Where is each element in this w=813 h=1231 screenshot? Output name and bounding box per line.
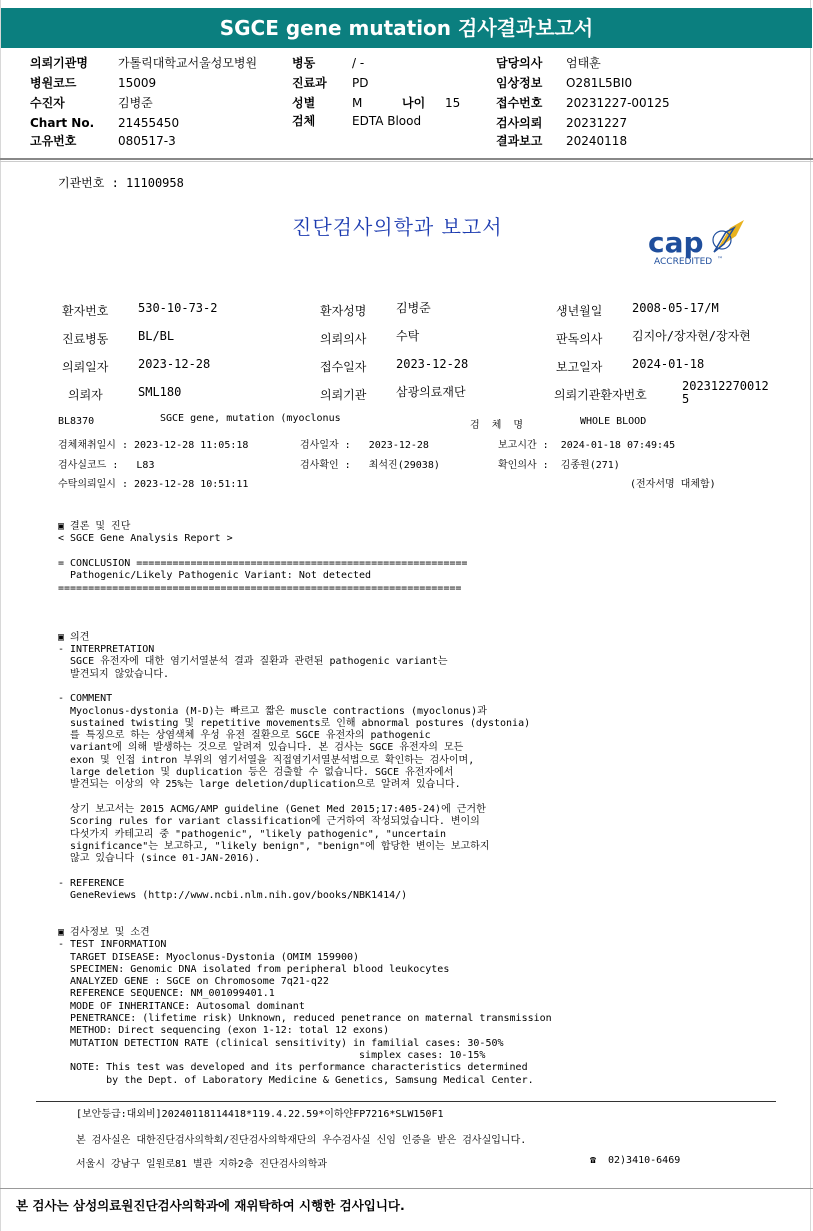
report-text-line: large deletion 및 duplication 등은 검출할 수 없습니다. SGCE 유전자에서	[58, 767, 454, 778]
lab-phone: 02)3410-6469	[608, 1155, 681, 1166]
patient-field-label: 진료병동	[62, 332, 109, 346]
report-text-line: exon 및 인접 intron 부위의 염기서열을 직접염기서열분석법으로 확인하는 검사이며,	[58, 754, 475, 766]
patient-field-value: 202312270012 5	[682, 379, 769, 406]
report-text-line: - INTERPRETATION	[58, 644, 155, 655]
age-value: 15	[445, 96, 461, 110]
header-field-label: 검사의뢰	[496, 116, 543, 130]
test-code: BL8370	[58, 416, 95, 427]
header-field-label: 검체	[292, 114, 316, 128]
cap-logo-subtext: ACCREDITED	[654, 257, 713, 267]
certification-text: 본 검사실은 대한진단검사의학회/진단검사의학재단의 우수검사실 신임 인증을 받은 검사실입니다.	[76, 1135, 527, 1146]
specimen-value: WHOLE BLOOD	[580, 416, 647, 427]
header-field-value: 21455450	[118, 116, 180, 130]
header-field-value: / -	[352, 56, 365, 70]
bottom-divider	[0, 1188, 813, 1189]
report-text-line: TARGET DISEASE: Myoclonus-Dystonia (OMIM 159900)	[58, 951, 360, 963]
patient-field-label: 판독의사	[556, 332, 603, 346]
report-text-line: by the Dept. of Laboratory Medicine & Genetics, Samsung Medical Center.	[58, 1074, 534, 1086]
header-field-label: 임상정보	[496, 76, 543, 90]
report-text-line: 발견되는 이상의 약 25%는 large deletion/duplication으로 알려져 있습니다.	[58, 779, 461, 791]
header-field-label: 성별	[292, 96, 316, 110]
patient-field-value: 김병준	[396, 301, 431, 315]
patient-field-label: 의뢰자	[68, 388, 103, 402]
report-text-line: ===================================================================	[58, 582, 462, 594]
lab-report-title: 진단검사의학과 보고서	[292, 215, 503, 239]
report-text-line: PENETRANCE: (lifetime risk) Unknown, reduced penetrance on maternal transmission	[58, 1013, 552, 1024]
header-field-label: 고유번호	[30, 134, 77, 148]
report-title-bar: SGCE gene mutation 검사결과보고서	[1, 8, 812, 48]
report-text-line: MODE OF INHERITANCE: Autosomal dominant	[58, 1000, 305, 1012]
patient-field-label: 의뢰기관	[320, 388, 367, 402]
header-field-label: Chart No.	[30, 116, 95, 130]
header-field-value: 20240118	[566, 134, 628, 148]
report-text-line: 상기 보고서는 2015 ACMG/AMP guideline (Genet Med 2015;17:405-24)에 근거한	[58, 803, 486, 815]
report-text-line: ▣ 결론 및 진단	[58, 521, 131, 532]
patient-field-value: 김지아/장자현/장자현	[632, 329, 751, 343]
report-text-line: 를 특징으로 하는 상염색체 우성 유전 질환으로 SGCE 유전자의 pathogenic	[58, 730, 431, 742]
header-field-value: 가톨릭대학교서울성모병원	[118, 56, 258, 70]
header-field-value: 20231227	[566, 116, 628, 130]
report-text-line: sustained twisting 및 repetitive movements로 인해 abnormal postures (dystonia)	[58, 717, 531, 729]
patient-field-value: SML180	[138, 385, 182, 399]
report-text-line: Pathogenic/Likely Pathogenic Variant: Not detected	[58, 570, 372, 582]
test-confirm: 검사확인 : 최석진(29038)	[300, 460, 440, 471]
cap-accredited-logo	[644, 218, 748, 268]
header-field-value: O281L5BI0	[566, 76, 633, 90]
patient-field-label: 생년월일	[556, 304, 603, 318]
header-field-value: 15009	[118, 76, 157, 90]
patient-field-label: 보고일자	[556, 360, 603, 374]
header-field-value: PD	[352, 76, 369, 90]
receipt-datetime: 수탁의뢰일시 : 2023-12-28 10:51:11	[58, 479, 249, 490]
patient-field-value: 2008-05-17/M	[632, 301, 719, 315]
patient-field-label: 환자번호	[62, 304, 109, 318]
security-line: [보안등급:대외비]20240118114418*119.4.22.59*이하얀FP7216*SLW150F1	[76, 1109, 444, 1120]
footer-divider	[36, 1101, 776, 1102]
report-text-line: - COMMENT	[58, 693, 113, 705]
patient-field-value: 삼광의료재단	[396, 385, 466, 399]
report-text-line: ▣ 검사정보 및 소견	[58, 926, 150, 938]
report-text-line: MUTATION DETECTION RATE (clinical sensitivity) in familial cases: 30-50%	[58, 1037, 504, 1049]
header-divider-thin	[0, 161, 813, 162]
patient-field-value: 수탁	[396, 329, 420, 343]
header-field-label: 결과보고	[496, 134, 543, 148]
header-divider	[0, 158, 813, 160]
phone-icon: ☎	[590, 1155, 597, 1166]
header-field-label: 의뢰기관명	[30, 56, 88, 70]
header-field-value: 엄태훈	[566, 56, 601, 70]
age-label: 나이	[402, 96, 426, 110]
header-field-label: 담당의사	[496, 56, 543, 70]
outsourcing-note: 본 검사는 삼성의료원진단검사의학과에 재위탁하여 시행한 검사입니다.	[16, 1198, 405, 1213]
report-text-line: 않고 있습니다 (since 01-JAN-2016).	[58, 853, 261, 865]
report-text-line: - REFERENCE	[58, 877, 125, 889]
header-field-value: 080517-3	[118, 134, 176, 148]
header-field-label: 접수번호	[496, 96, 543, 110]
report-text-line: Myoclonus-dystonia (M-D)는 빠르고 짧은 muscle contractions (myoclonus)과	[58, 705, 487, 717]
report-text-line: ▣ 의견	[58, 631, 90, 643]
lab-room-code: 검사실코드 : L83	[58, 460, 155, 471]
collect-datetime: 검체채취일시 : 2023-12-28 11:05:18	[58, 440, 249, 451]
report-text-line: variant에 의해 발생하는 것으로 알려져 있습니다. 본 검사는 SGCE 유전자의 모든	[58, 742, 464, 754]
report-text-line: SGCE 유전자에 대한 염기서열분석 결과 질환과 관련된 pathogenic variant는	[58, 656, 448, 668]
report-text-line: NOTE: This test was developed and its performance characteristics determined	[58, 1062, 528, 1074]
report-time: 보고시간 : 2024-01-18 07:49:45	[498, 440, 676, 451]
header-field-value: M	[352, 96, 363, 110]
report-text-line: 다섯가지 카테고리 중 "pathogenic", "likely pathogenic", "uncertain	[58, 828, 446, 840]
test-name: SGCE gene, mutation (myoclonus	[160, 413, 341, 424]
report-text-line: < SGCE Gene Analysis Report >	[58, 533, 233, 545]
report-text-line: ANALYZED GENE : SGCE on Chromosome 7q21-q22	[58, 976, 329, 988]
patient-field-value: BL/BL	[138, 329, 175, 343]
report-text-line: - TEST INFORMATION	[58, 939, 167, 951]
electronic-signature-note: (전자서명 대체함)	[630, 479, 716, 490]
confirm-doctor: 확인의사 : 김종원(271)	[498, 460, 620, 471]
patient-field-value: 2023-12-28	[396, 357, 469, 371]
header-field-label: 수진자	[30, 96, 65, 110]
header-field-value: EDTA Blood	[352, 114, 422, 128]
report-text-line: REFERENCE SEQUENCE: NM_001099401.1	[58, 988, 275, 1000]
header-field-value: 20231227-00125	[566, 96, 670, 110]
header-field-value: 김병준	[118, 96, 153, 110]
patient-field-label: 의뢰의사	[320, 332, 367, 346]
patient-field-value: 2024-01-18	[632, 357, 705, 371]
patient-field-label: 의뢰일자	[62, 360, 109, 374]
patient-field-label: 접수일자	[320, 360, 367, 374]
report-text-line: GeneReviews (http://www.ncbi.nlm.nih.gov/books/NBK1414/)	[58, 890, 408, 901]
report-text-line: significance"는 보고하고, "likely benign", "benign"에 합당한 변이는 보고하지	[58, 840, 490, 852]
report-text-line: SPECIMEN: Genomic DNA isolated from peripheral blood leukocytes	[58, 963, 450, 975]
report-text-line: METHOD: Direct sequencing (exon 1-12: total 12 exons)	[58, 1025, 390, 1037]
lab-address: 서울시 강남구 일원로81 별관 지하2층 진단검사의학과	[76, 1159, 328, 1170]
report-text-line: = CONCLUSION =======================================================	[58, 557, 468, 569]
cap-logo-tm: ™	[717, 256, 723, 263]
patient-field-value: 2023-12-28	[138, 357, 211, 371]
institution-number: 기관번호 : 11100958	[58, 176, 184, 190]
patient-field-label: 환자성명	[320, 304, 367, 318]
report-text-line: Scoring rules for variant classification에 근거하여 작성되었습니다. 변이의	[58, 816, 480, 828]
header-field-label: 병동	[292, 56, 316, 70]
patient-field-label: 의뢰기관환자번호	[554, 388, 647, 402]
report-text-line: simplex cases: 10-15%	[58, 1049, 486, 1061]
test-date: 검사일자 : 2023-12-28	[300, 440, 429, 451]
cap-logo-text: cap	[648, 226, 704, 259]
patient-field-value: 530-10-73-2	[138, 301, 218, 315]
specimen-label: 검 체 명	[470, 420, 524, 431]
header-field-label: 진료과	[292, 76, 327, 90]
report-text-line: 발견되지 않았습니다.	[58, 668, 170, 680]
header-field-label: 병원코드	[30, 76, 77, 90]
